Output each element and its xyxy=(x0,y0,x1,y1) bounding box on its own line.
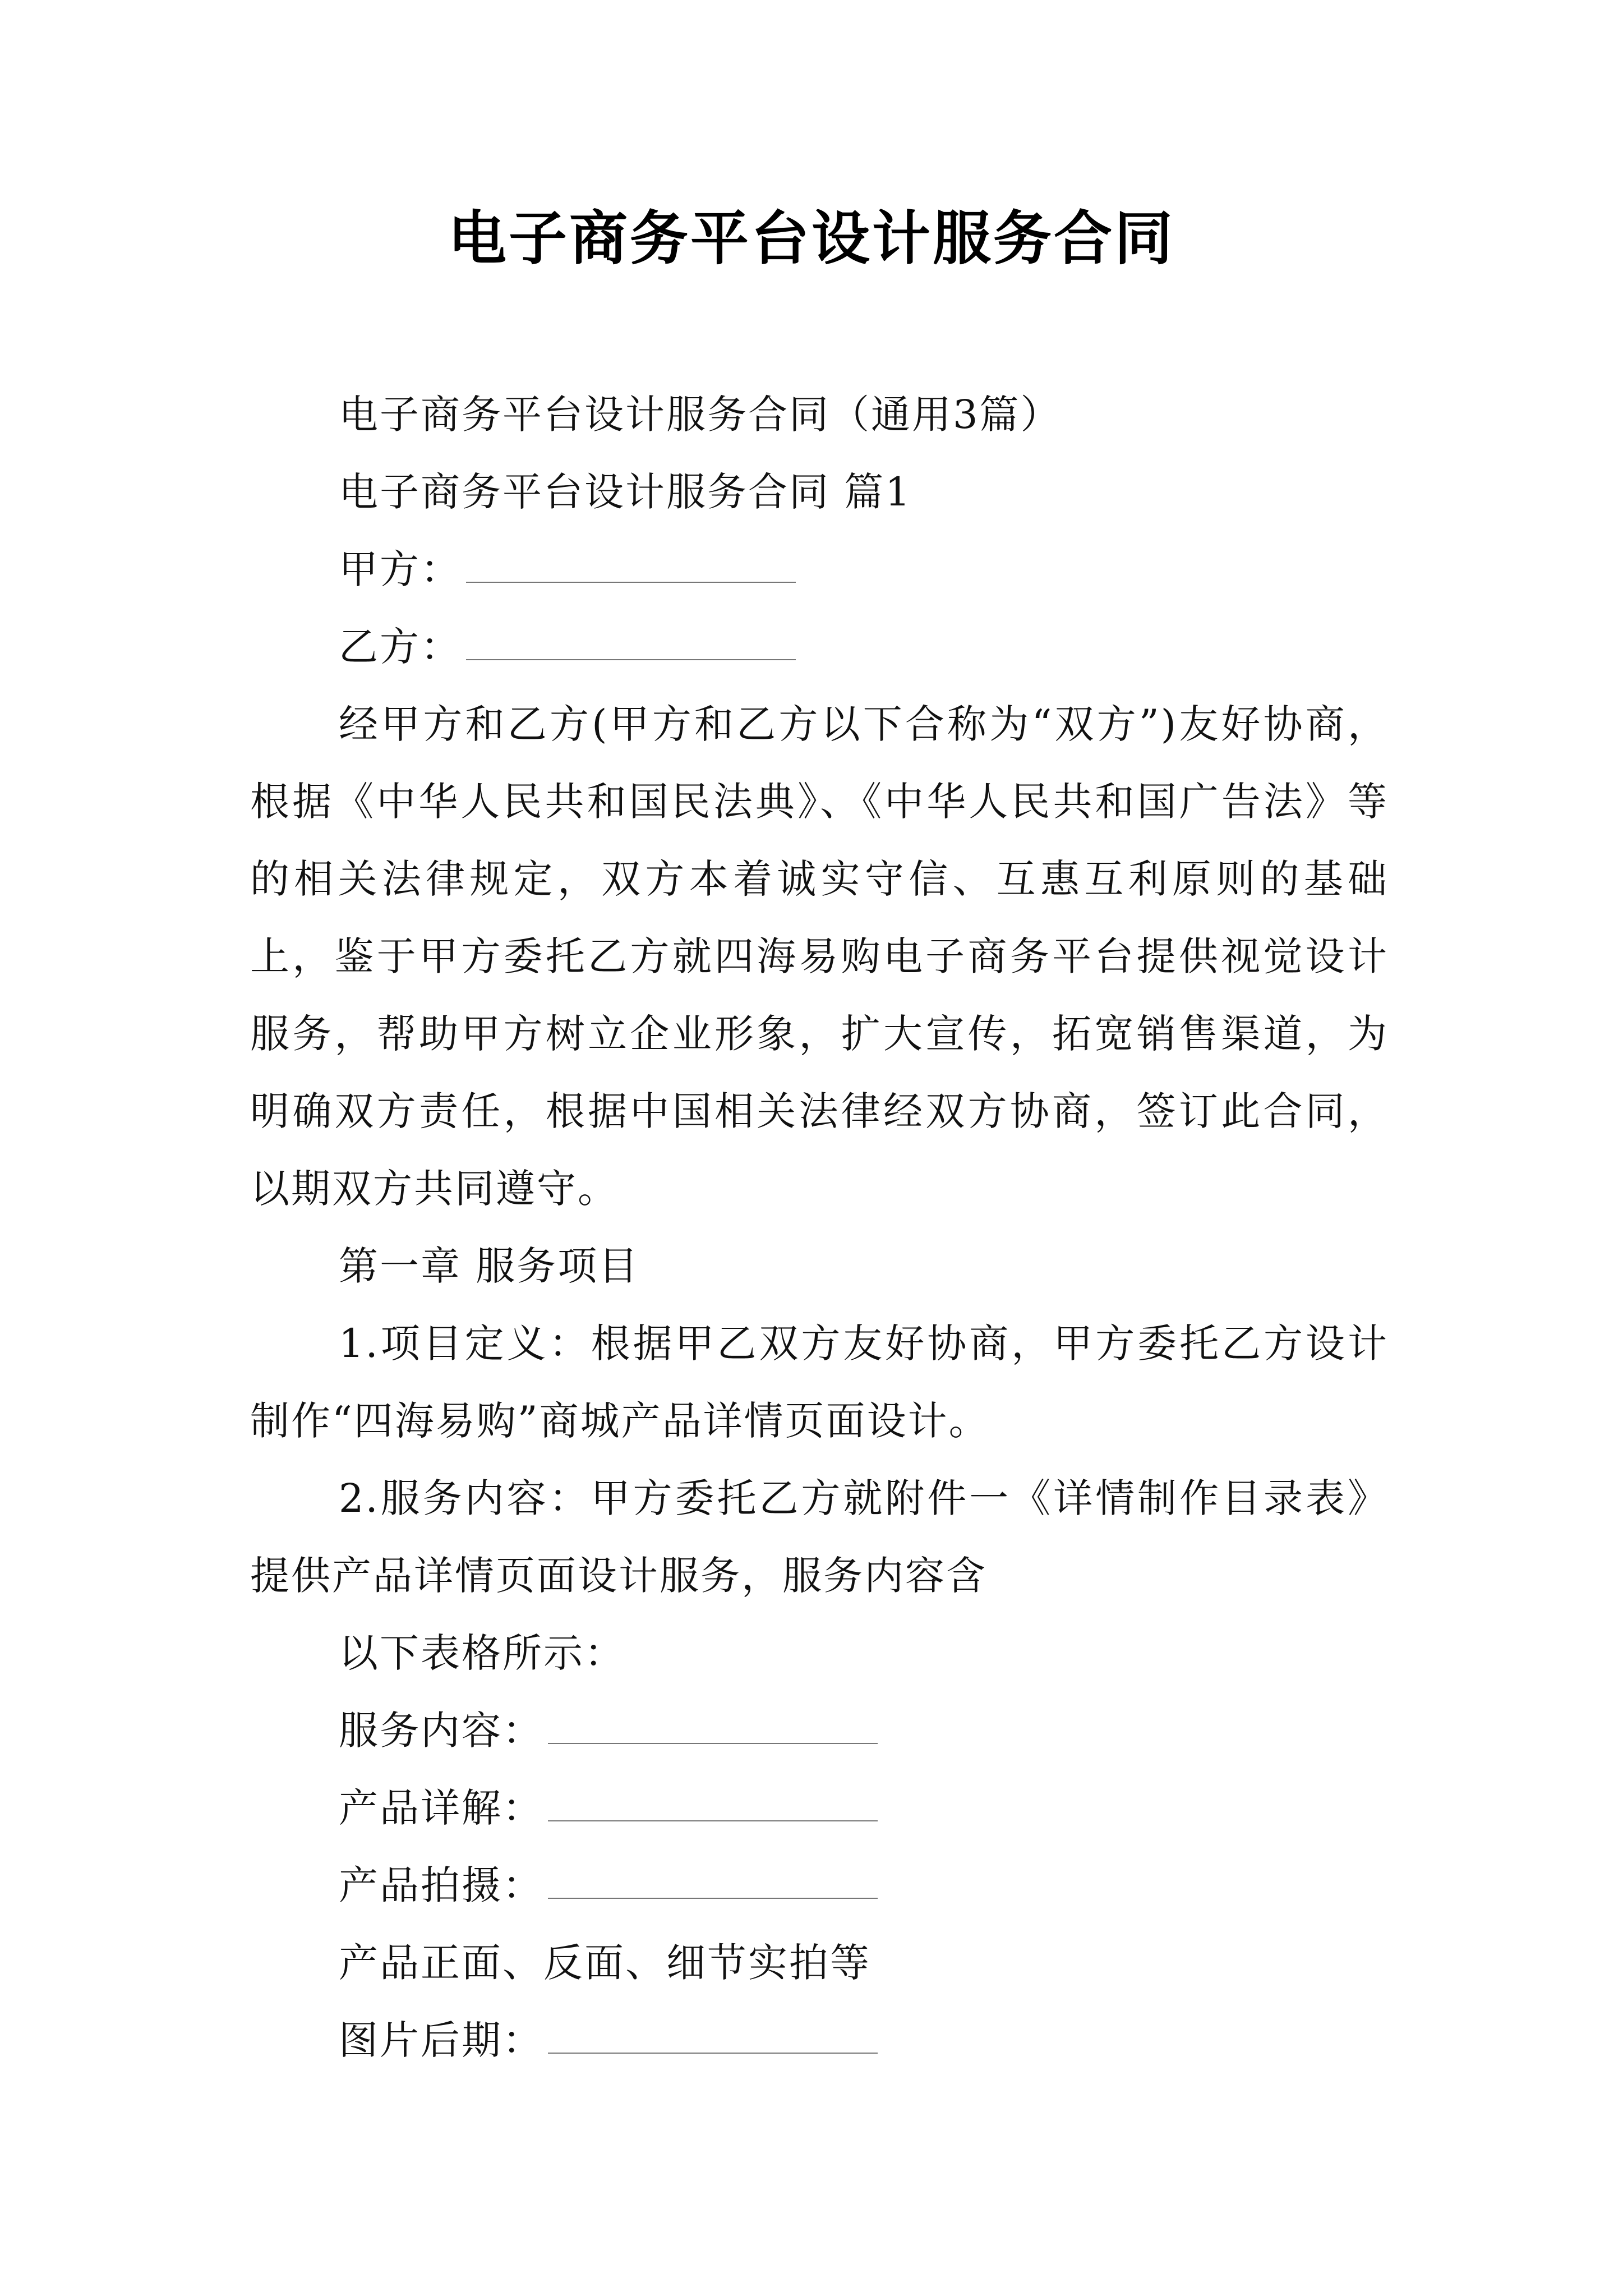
party-b-line xyxy=(250,608,1389,685)
service-content-line xyxy=(250,1692,1389,1769)
section-heading: 电子商务平台设计服务合同 篇1 xyxy=(339,469,912,515)
product-detail-blank xyxy=(548,1787,878,1821)
item-2-paragraph xyxy=(250,1460,1389,1614)
party-b-label: 乙方： xyxy=(339,624,462,670)
post-processing-label: 图片后期： xyxy=(339,2017,543,2063)
product-detail-label: 产品详解： xyxy=(339,1785,543,1831)
party-a-blank xyxy=(466,548,796,583)
photo-note: 产品正面、反面、细节实拍等 xyxy=(339,1940,871,1986)
service-content-blank xyxy=(548,1709,878,1744)
document-body xyxy=(250,376,1389,2079)
intro-paragraph-text: 经甲方和乙方(甲方和乙方以下合称为“双方”)友好协商，根据《中华人民共和国民法典》、《中华人民共和国广告法》等的相关法律规定，双方本着诚实守信、互惠互利原则的基础上，鉴于甲方委托乙方就四海易购电子商务平台提供视觉设计服务，帮助甲方树立企业形象，扩大宣传，拓宽销售渠道，为明确双方责任，根据中国相关法律经双方协商，签订此合同，以期双方共同遵守。 xyxy=(250,701,1389,1212)
item-2-text: 2.服务内容：甲方委托乙方就附件一《详情制作目录表》提供产品详情页面设计服务，服务内容含 xyxy=(250,1475,1389,1599)
chapter-one-heading: 第一章 服务项目 xyxy=(339,1243,640,1289)
product-photo-label: 产品拍摄： xyxy=(339,1862,543,1908)
product-detail-line xyxy=(250,1769,1389,1847)
product-photo-line xyxy=(250,1847,1389,1924)
document-title: 电子商务平台设计服务合同 xyxy=(448,204,1175,273)
product-photo-blank xyxy=(548,1864,878,1899)
service-content-label: 服务内容： xyxy=(339,1708,543,1754)
item-1-paragraph xyxy=(250,1305,1389,1460)
party-b-blank xyxy=(466,625,796,660)
document-subtitle: 电子商务平台设计服务合同（通用3篇） xyxy=(339,392,1062,438)
intro-paragraph xyxy=(250,685,1389,1227)
party-a-label: 甲方： xyxy=(339,546,462,592)
party-a-line xyxy=(250,531,1389,608)
table-intro: 以下表格所示： xyxy=(339,1630,625,1676)
post-processing-blank xyxy=(548,2019,878,2054)
post-processing-line xyxy=(250,2001,1389,2079)
item-1-text: 1.项目定义：根据甲乙双方友好协商，甲方委托乙方设计制作“四海易购”商城产品详情页面设计。 xyxy=(250,1320,1389,1444)
